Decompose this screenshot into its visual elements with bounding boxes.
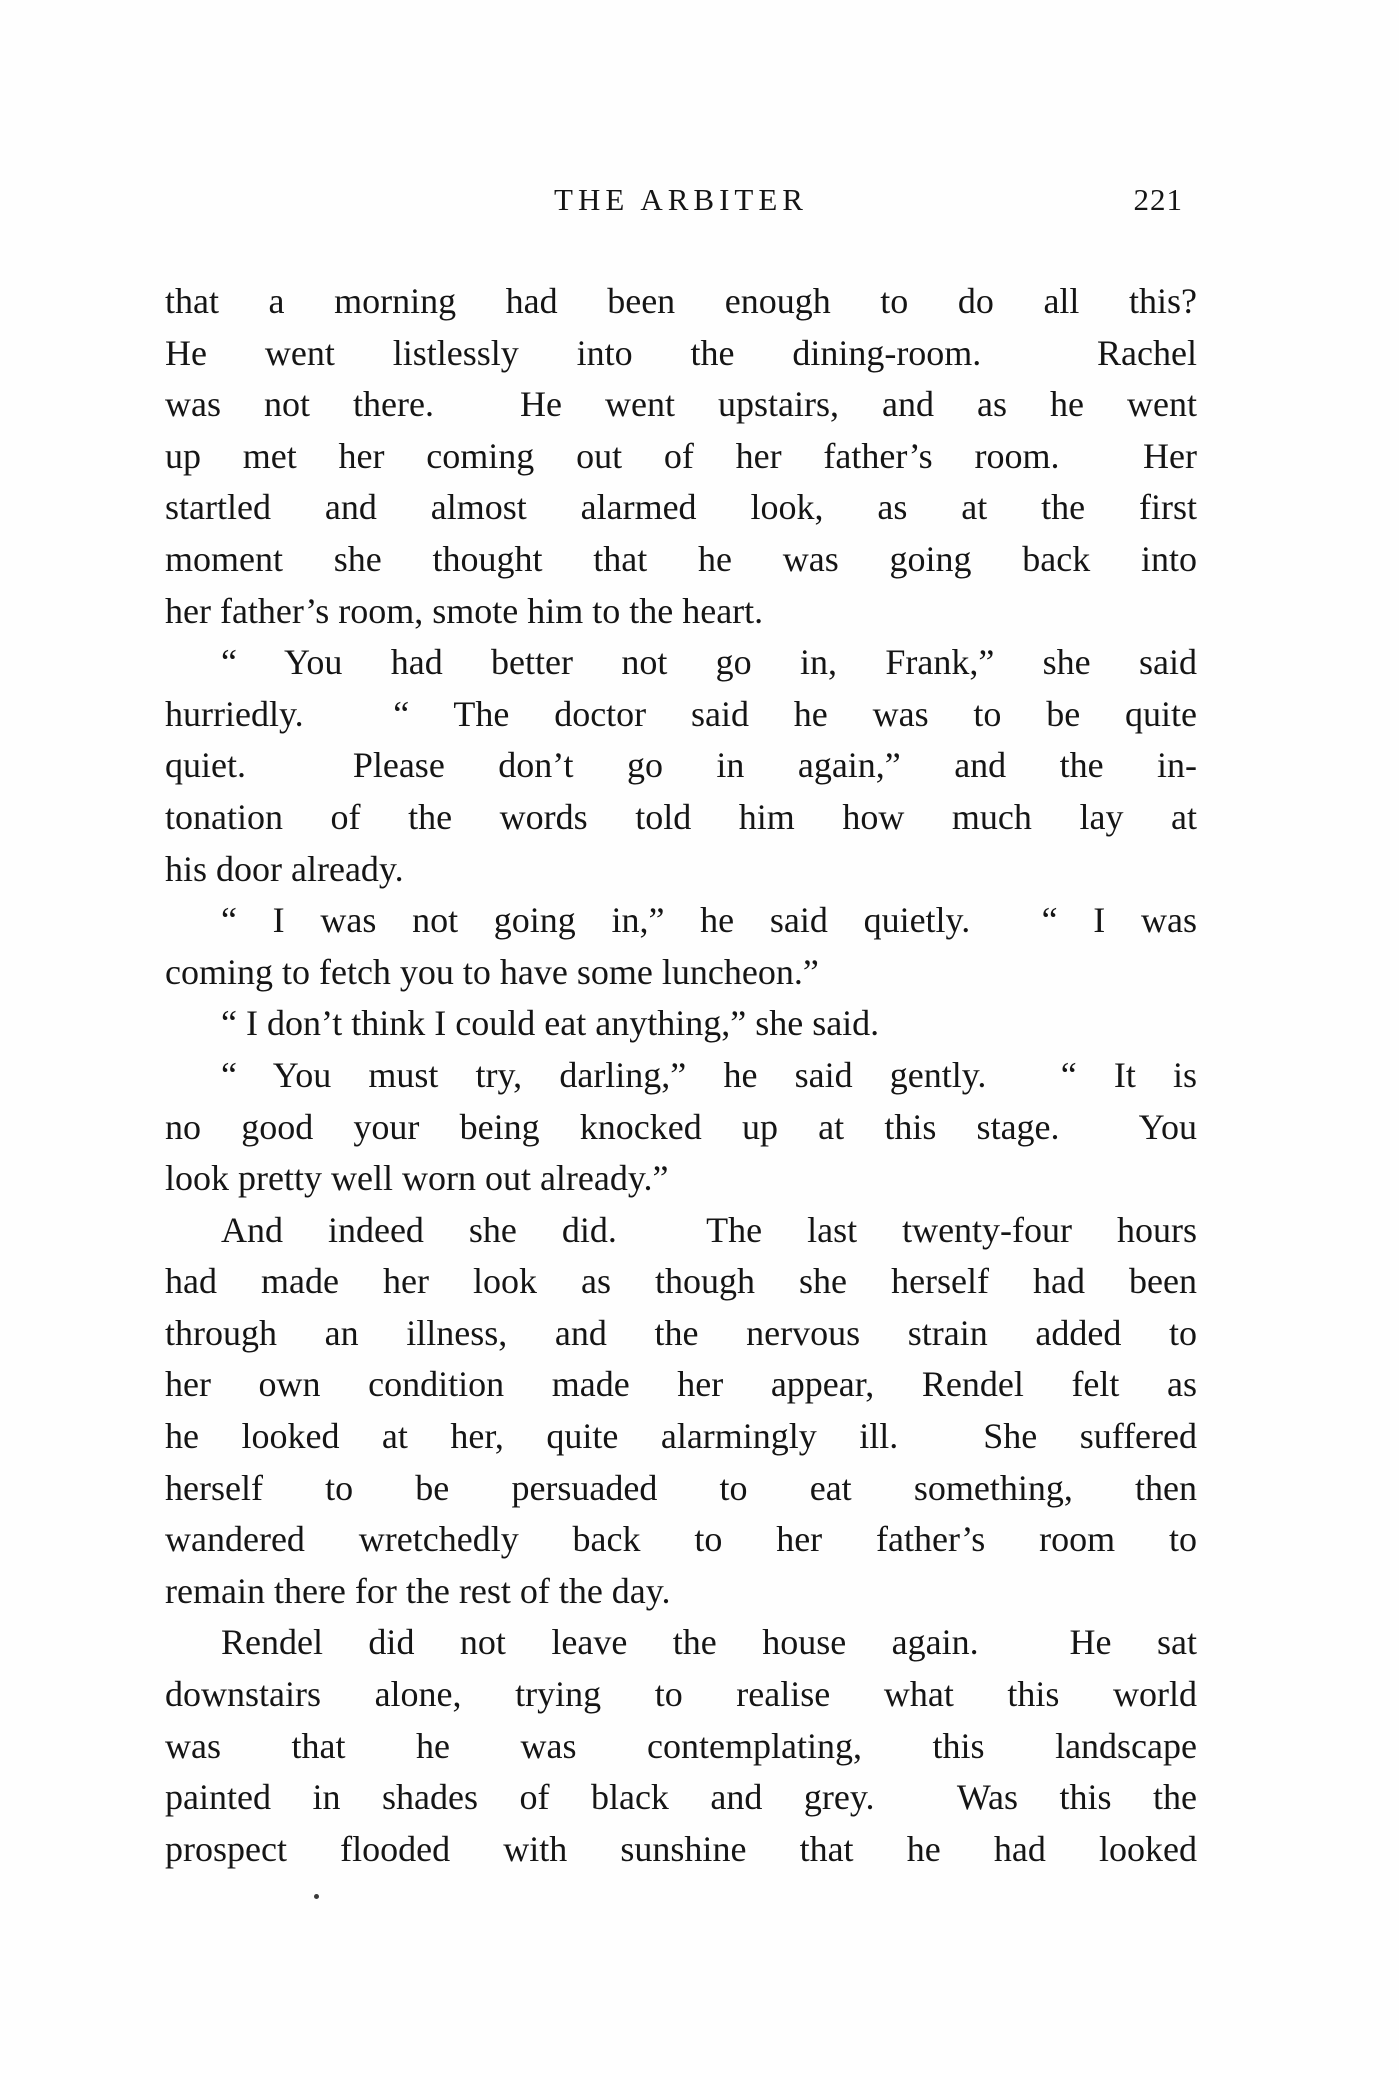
page-number: 221 <box>1133 182 1183 217</box>
text-line: had made her look as though she herself had been <box>165 1261 1197 1302</box>
text-line: He went listlessly into the dining-room. Rachel <box>165 332 1197 373</box>
text-line: “ You must try, darling,” he said gently. “ It is <box>221 1054 1197 1095</box>
text-line: her own condition made her appear, Rendel felt as <box>165 1364 1197 1405</box>
text-line: moment she thought that he was going back into <box>165 538 1197 579</box>
text-line: was not there. He went upstairs, and as he went <box>165 384 1197 425</box>
text-line: “ I don’t think I could eat anything,” she said. <box>221 1003 880 1044</box>
text-line: quiet. Please don’t go in again,” and the in- <box>165 745 1197 786</box>
text-line: he looked at her, quite alarmingly ill. She suffered <box>165 1416 1197 1457</box>
text-line: herself to be persuaded to eat something, then <box>165 1467 1197 1508</box>
text-line: painted in shades of black and grey. Was this the <box>165 1777 1197 1818</box>
text-line: was that he was contemplating, this landscape <box>165 1725 1197 1766</box>
text-block <box>165 276 1197 1875</box>
text-line: “ I was not going in,” he said quietly. “ I was <box>221 900 1197 941</box>
text-line: hurriedly. “ The doctor said he was to be quite <box>165 693 1197 734</box>
text-line: “ You had better not go in, Frank,” she said <box>221 642 1197 683</box>
text-line: his door already. <box>165 848 404 889</box>
text-line: prospect flooded with sunshine that he had looked <box>165 1828 1197 1869</box>
text-line: And indeed she did. The last twenty-four hours <box>221 1209 1197 1250</box>
text-line: her father’s room, smote him to the heart. <box>165 590 764 631</box>
text-line: startled and almost alarmed look, as at the first <box>165 487 1197 528</box>
text-line: Rendel did not leave the house again. He sat <box>221 1622 1197 1663</box>
text-line: coming to fetch you to have some luncheon.” <box>165 951 819 992</box>
text-line: wandered wretchedly back to her father’s room to <box>165 1519 1197 1560</box>
scan-artifact-dot <box>314 1894 319 1899</box>
text-line: look pretty well worn out already.” <box>165 1158 669 1199</box>
text-line: tonation of the words told him how much lay at <box>165 796 1197 837</box>
page-title: THE ARBITER <box>554 182 808 217</box>
text-line: that a morning had been enough to do all this? <box>165 281 1197 321</box>
text-line: downstairs alone, trying to realise what this world <box>165 1674 1197 1715</box>
running-head <box>165 182 1197 222</box>
text-line: up met her coming out of her father’s room. Her <box>165 435 1197 476</box>
text-line: through an illness, and the nervous strain added to <box>165 1312 1197 1353</box>
text-line: remain there for the rest of the day. <box>165 1570 671 1611</box>
text-line: no good your being knocked up at this stage. You <box>165 1106 1197 1147</box>
